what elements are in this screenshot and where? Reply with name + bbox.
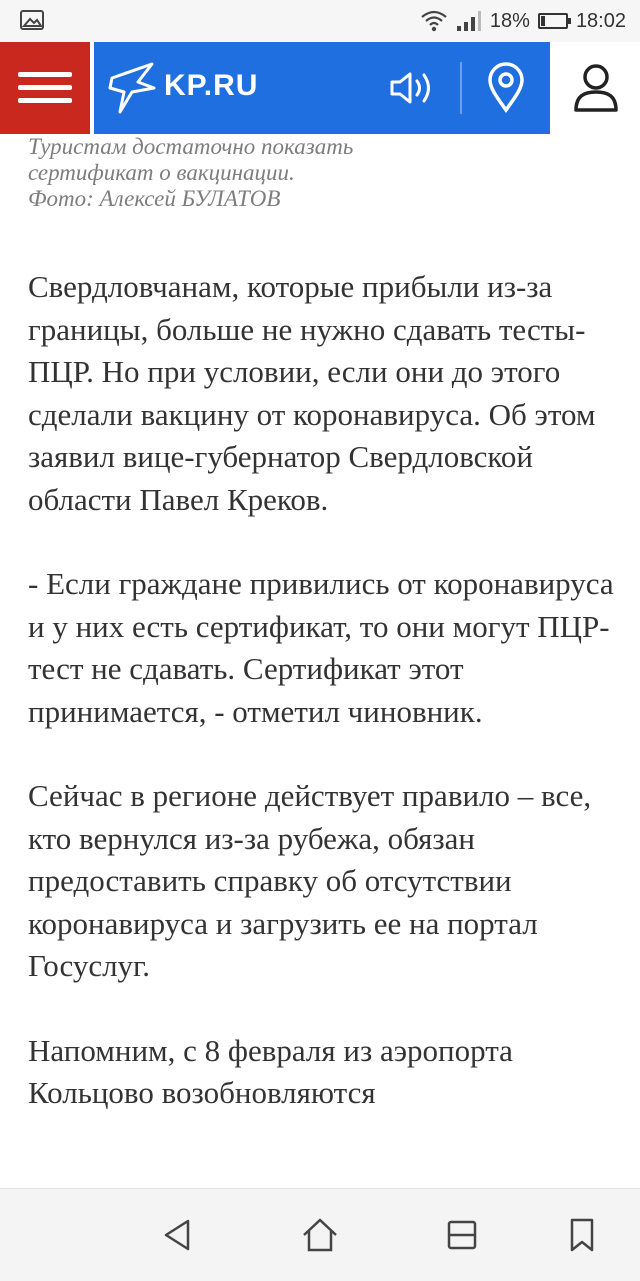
photo-caption: [28, 134, 618, 212]
brand-bar: [94, 42, 550, 134]
article-paragraph: Напомним, с 8 февраля из аэропорта Кольцово возобновляются: [28, 1032, 513, 1110]
hamburger-menu-icon-bar: [18, 85, 72, 90]
battery-icon: [538, 13, 568, 29]
article-body: [28, 134, 618, 1115]
article-paragraph: Сейчас в регионе действует правило – все, кто вернулся из-за рубежа, обязан предоставить справку об отсутствии коронавируса и загрузить ее на портал Госуслуг.: [28, 778, 592, 983]
hamburger-menu-icon: [18, 72, 72, 77]
signal-icon: [456, 10, 482, 32]
kp-bird-logo-icon[interactable]: [108, 58, 156, 116]
status-bar: [0, 0, 640, 42]
header-divider: [460, 62, 462, 114]
caption-line: сертификат о вакцинации.: [28, 160, 295, 185]
clock: 18:02: [575, 9, 626, 32]
wifi-icon: [420, 9, 448, 33]
article-paragraph: Свердловчанам, которые прибыли из-за границы, больше не нужно сдавать тесты-ПЦР. Но при условии, если они до этого сделали вакцину от коронавируса. Об этом заявил вице-губернатор Свердловской области Павел Креков.: [28, 269, 596, 517]
user-icon[interactable]: [570, 62, 622, 114]
app-header: [0, 42, 640, 134]
recent-apps-icon[interactable]: [442, 1215, 482, 1255]
battery-percent: 18%: [489, 9, 530, 32]
back-triangle-icon[interactable]: [158, 1215, 198, 1255]
caption-line: Туристам достаточно показать: [28, 134, 354, 159]
notification-pull-icon[interactable]: [562, 1215, 602, 1255]
article-paragraph: - Если граждане привились от коронавируса и у них есть сертификат, то они могут ПЦР-тест не сдавать. Сертификат этот принимается, - отметил чиновник.: [28, 566, 614, 729]
image-notification-icon: [20, 10, 44, 30]
home-icon[interactable]: [300, 1215, 340, 1255]
location-pin-icon[interactable]: [486, 62, 526, 114]
speaker-icon[interactable]: [388, 66, 438, 110]
system-nav-bar: [0, 1188, 640, 1281]
hamburger-menu-icon-bar: [18, 98, 72, 103]
menu-button[interactable]: [0, 42, 90, 134]
caption-credit: Фото: Алексей БУЛАТОВ: [28, 186, 281, 211]
logo-text[interactable]: KP.RU: [164, 69, 259, 102]
